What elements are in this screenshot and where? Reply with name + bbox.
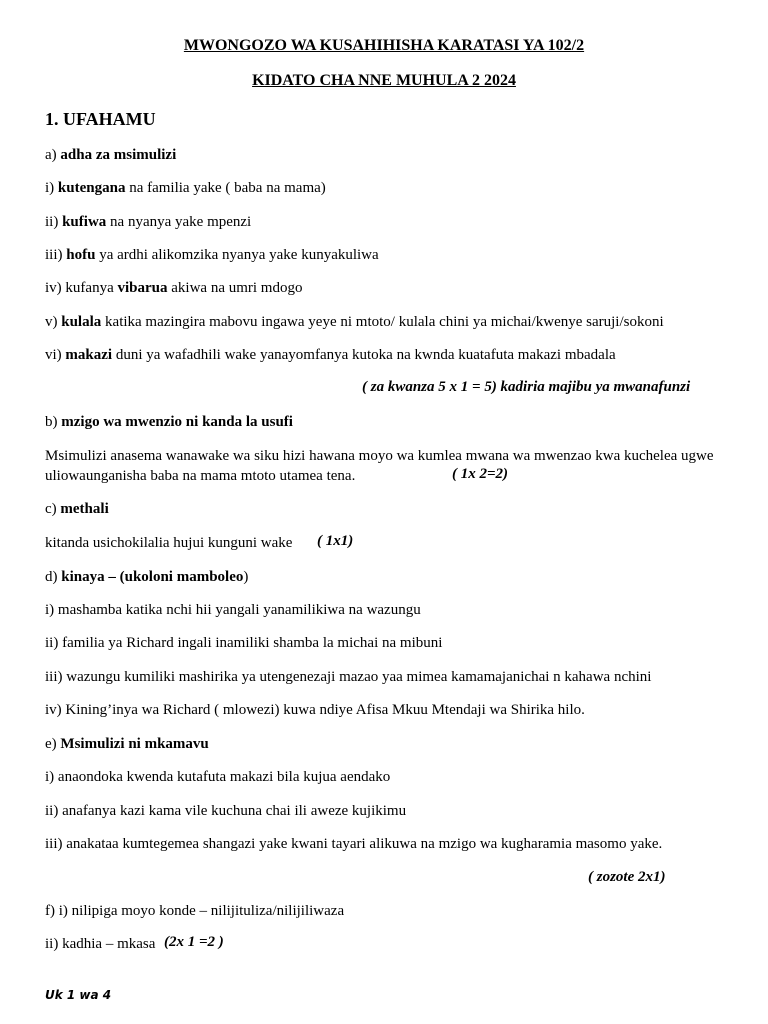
question-d-heading: d) kinaya – (ukoloni mamboleo) xyxy=(45,569,249,585)
page-number: Uk 1 wa 4 xyxy=(45,988,112,1002)
document-title: MWONGOZO WA KUSAHIHISHA KARATASI YA 102/2 xyxy=(183,37,585,54)
marks-note-b: ( 1x 2=2) xyxy=(452,466,509,482)
answer-e-i: i) anaondoka kwenda kutafuta makazi bila kujua aendako xyxy=(45,769,391,785)
answer-a-iv: iv) kufanya vibarua akiwa na umri mdogo xyxy=(45,280,303,296)
marks-note-c: ( 1x1) xyxy=(317,533,354,549)
answer-d-iv: iv) Kining’inya wa Richard ( mlowezi) kuwa ndiye Afisa Mkuu Mtendaji wa Shirika hilo. xyxy=(45,702,585,718)
section-heading: 1. UFAHAMU xyxy=(45,109,156,129)
question-e-heading: e) Msimulizi ni mkamavu xyxy=(45,736,209,752)
answer-e-ii: ii) anafanya kazi kama vile kuchuna chai ili aweze kujikimu xyxy=(45,803,407,819)
answer-a-ii: ii) kufiwa na nyanya yake mpenzi xyxy=(45,214,252,230)
answer-d-ii: ii) familia ya Richard ingali inamiliki shamba la michai na mibuni xyxy=(45,635,443,651)
answer-b: Msimulizi anasema wanawake wa siku hizi hawana moyo wa kumlea mwana wa mwenzao kwa kuchelea ugwe uliowaunganisha baba na mama mtoto utamea tena. xyxy=(45,448,714,484)
answer-a-vi: vi) makazi duni ya wafadhili wake yanayomfanya kutoka na kwnda kuatafuta makazi mbadala xyxy=(45,347,616,363)
answer-d-iii: iii) wazungu kumiliki mashirika ya utengenezaji mazao yaa mimea kamamajanichai n kahawa nchini xyxy=(45,669,652,685)
answer-c: kitanda usichokilalia hujui kunguni wake xyxy=(45,535,293,551)
answer-e-iii: iii) anakataa kumtegemea shangazi yake kwani tayari alikuwa na mzigo wa kugharamia masomo yake. xyxy=(45,836,663,852)
marks-note-e: ( zozote 2x1) xyxy=(588,869,666,885)
document-subtitle: KIDATO CHA NNE MUHULA 2 2024 xyxy=(252,72,516,89)
answer-a-iii: iii) hofu ya ardhi alikomzika nyanya yake kunyakuliwa xyxy=(45,247,379,263)
answer-f-i: f) i) nilipiga moyo konde – nilijituliza/nilijiliwaza xyxy=(45,903,345,919)
marks-note-f: (2x 1 =2 ) xyxy=(164,934,224,950)
answer-d-i: i) mashamba katika nchi hii yangali yanamilikiwa na wazungu xyxy=(45,602,421,618)
answer-a-v: v) kulala katika mazingira mabovu ingawa yeye ni mtoto/ kulala chini ya michai/kwenye saruji/sokoni xyxy=(45,314,664,330)
question-c-heading: c) methali xyxy=(45,501,109,517)
question-b-heading: b) mzigo wa mwenzio ni kanda la usufi xyxy=(45,414,293,430)
question-a-heading: a) adha za msimulizi xyxy=(45,147,177,163)
answer-f-ii: ii) kadhia – mkasa xyxy=(45,936,156,952)
answer-a-i: i) kutengana na familia yake ( baba na mama) xyxy=(45,180,326,196)
marks-note-a: ( za kwanza 5 x 1 = 5) kadiria majibu ya mwanafunzi xyxy=(362,379,691,395)
